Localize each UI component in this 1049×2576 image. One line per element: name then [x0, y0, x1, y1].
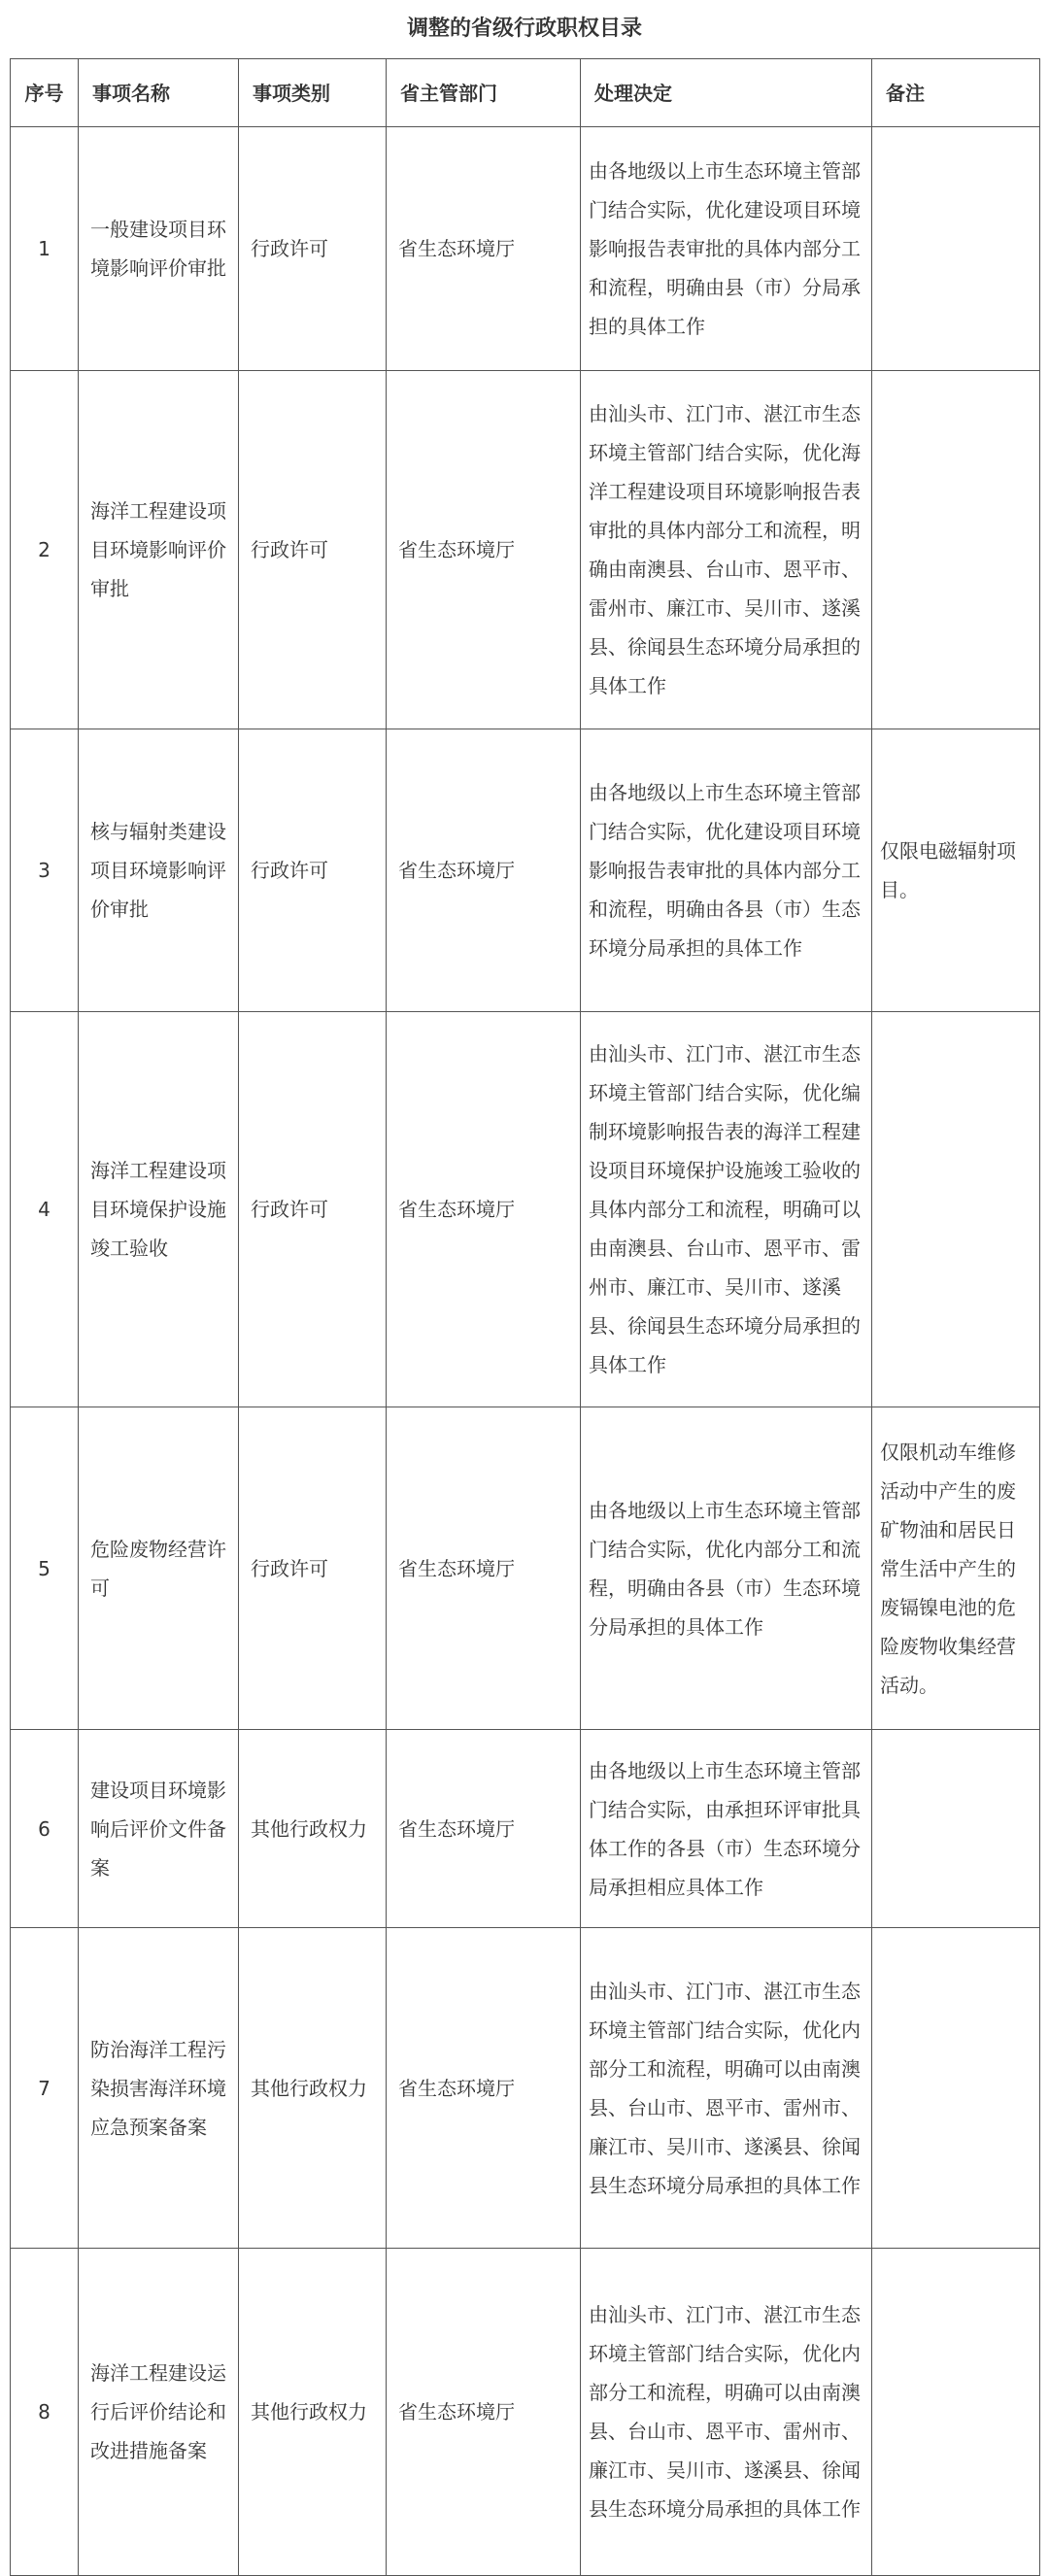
header-dept: 省主管部门 [387, 59, 581, 127]
document-title: 调整的省级行政职权目录 [406, 17, 642, 41]
cell-no: 8 [11, 2249, 79, 2576]
cell-note [872, 127, 1040, 371]
cell-dept: 省生态环境厅 [387, 1407, 581, 1730]
cell-dept: 省生态环境厅 [387, 1928, 581, 2249]
cell-decision: 由汕头市、江门市、湛江市生态环境主管部门结合实际，优化海洋工程建设项目环境影响报告表审批的具体内部分工和流程，明确由南澳县、台山市、恩平市、雷州市、廉江市、吴川市、遂溪县、徐闻县生态环境分局承担的具体工作 [581, 371, 872, 729]
authority-table [10, 58, 1040, 2576]
cell-category: 行政许可 [239, 371, 387, 729]
cell-category: 其他行政权力 [239, 1928, 387, 2249]
table-row [11, 1012, 1040, 1407]
table-row [11, 2249, 1040, 2576]
cell-note: 仅限机动车维修活动中产生的废矿物油和居民日常生活中产生的废镉镍电池的危险废物收集经营活动。 [872, 1407, 1040, 1730]
cell-name: 危险废物经营许可 [79, 1407, 239, 1730]
cell-no: 4 [11, 1012, 79, 1407]
header-decision: 处理决定 [581, 59, 872, 127]
cell-dept: 省生态环境厅 [387, 2249, 581, 2576]
table-row [11, 371, 1040, 729]
header-name: 事项名称 [79, 59, 239, 127]
cell-name: 防治海洋工程污染损害海洋环境应急预案备案 [79, 1928, 239, 2249]
cell-name: 建设项目环境影响后评价文件备案 [79, 1730, 239, 1928]
cell-note [872, 371, 1040, 729]
header-note: 备注 [872, 59, 1040, 127]
cell-dept: 省生态环境厅 [387, 1012, 581, 1407]
cell-category: 行政许可 [239, 1012, 387, 1407]
cell-decision: 由汕头市、江门市、湛江市生态环境主管部门结合实际，优化内部分工和流程，明确可以由南澳县、台山市、恩平市、雷州市、廉江市、吴川市、遂溪县、徐闻县生态环境分局承担的具体工作 [581, 1928, 872, 2249]
cell-name: 海洋工程建设项目环境影响评价审批 [79, 371, 239, 729]
cell-category: 行政许可 [239, 127, 387, 371]
cell-name: 一般建设项目环境影响评价审批 [79, 127, 239, 371]
table-row [11, 729, 1040, 1012]
cell-name: 核与辐射类建设项目环境影响评价审批 [79, 729, 239, 1012]
cell-name: 海洋工程建设项目环境保护设施竣工验收 [79, 1012, 239, 1407]
cell-note: 仅限电磁辐射项目。 [872, 729, 1040, 1012]
cell-note [872, 2249, 1040, 2576]
cell-dept: 省生态环境厅 [387, 371, 581, 729]
cell-decision: 由汕头市、江门市、湛江市生态环境主管部门结合实际，优化编制环境影响报告表的海洋工程建设项目环境保护设施竣工验收的具体内部分工和流程，明确可以由南澳县、台山市、恩平市、雷州市、廉江市、吴川市、遂溪县、徐闻县生态环境分局承担的具体工作 [581, 1012, 872, 1407]
cell-category: 行政许可 [239, 729, 387, 1012]
cell-no: 3 [11, 729, 79, 1012]
table-header-row [11, 59, 1040, 127]
cell-no: 5 [11, 1407, 79, 1730]
cell-note [872, 1928, 1040, 2249]
cell-name: 海洋工程建设运行后评价结论和改进措施备案 [79, 2249, 239, 2576]
cell-note [872, 1730, 1040, 1928]
table-row [11, 1407, 1040, 1730]
cell-decision: 由各地级以上市生态环境主管部门结合实际，由承担环评审批具体工作的各县（市）生态环境分局承担相应具体工作 [581, 1730, 872, 1928]
cell-dept: 省生态环境厅 [387, 127, 581, 371]
cell-dept: 省生态环境厅 [387, 1730, 581, 1928]
cell-decision: 由各地级以上市生态环境主管部门结合实际，优化建设项目环境影响报告表审批的具体内部分工和流程，明确由县（市）分局承担的具体工作 [581, 127, 872, 371]
cell-category: 其他行政权力 [239, 1730, 387, 1928]
table-row [11, 1730, 1040, 1928]
cell-no: 2 [11, 371, 79, 729]
header-category: 事项类别 [239, 59, 387, 127]
cell-category: 其他行政权力 [239, 2249, 387, 2576]
cell-note [872, 1012, 1040, 1407]
cell-dept: 省生态环境厅 [387, 729, 581, 1012]
cell-no: 6 [11, 1730, 79, 1928]
table-row [11, 1928, 1040, 2249]
cell-category: 行政许可 [239, 1407, 387, 1730]
header-no: 序号 [11, 59, 79, 127]
cell-decision: 由各地级以上市生态环境主管部门结合实际，优化内部分工和流程，明确由各县（市）生态环境分局承担的具体工作 [581, 1407, 872, 1730]
cell-no: 1 [11, 127, 79, 371]
table-row [11, 127, 1040, 371]
cell-decision: 由各地级以上市生态环境主管部门结合实际，优化建设项目环境影响报告表审批的具体内部分工和流程，明确由各县（市）生态环境分局承担的具体工作 [581, 729, 872, 1012]
cell-no: 7 [11, 1928, 79, 2249]
cell-decision: 由汕头市、江门市、湛江市生态环境主管部门结合实际，优化内部分工和流程，明确可以由南澳县、台山市、恩平市、雷州市、廉江市、吴川市、遂溪县、徐闻县生态环境分局承担的具体工作 [581, 2249, 872, 2576]
